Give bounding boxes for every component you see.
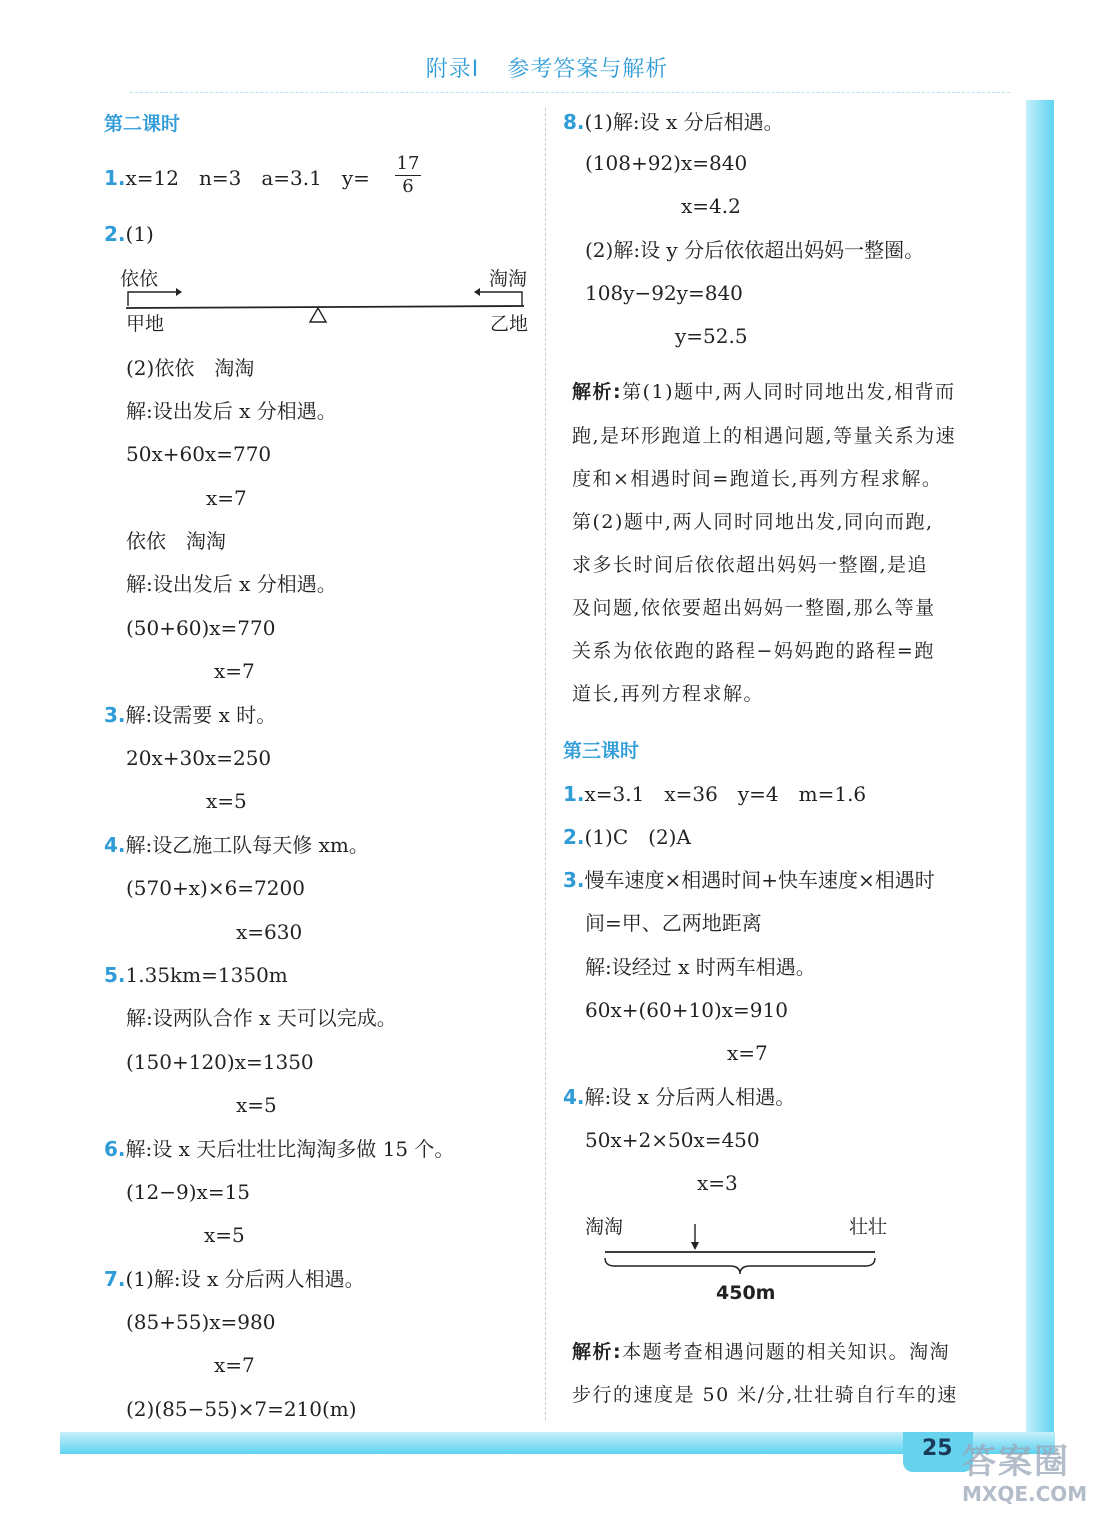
r3-q3-line3: 解:设经过 x 时两车相遇。 xyxy=(585,955,816,979)
section-title-lesson-2: 第二课时 xyxy=(104,113,181,135)
side-decor-band xyxy=(1026,100,1054,1440)
diagram-right-place: 乙地 xyxy=(490,313,529,335)
q6-line1 xyxy=(104,1137,454,1161)
q5-line2: 解:设两队合作 x 天可以完成。 xyxy=(126,1006,397,1030)
q4-diagram-distance: 450m xyxy=(716,1282,776,1304)
q3-number: 3. xyxy=(104,703,126,727)
q2-line4: 依依 淘淘 xyxy=(126,529,226,553)
q7-number: 7. xyxy=(104,1267,126,1291)
q4-line1 xyxy=(104,833,369,857)
column-divider xyxy=(545,108,546,1420)
q2-header xyxy=(104,222,154,246)
q7-line4: (2)(85−55)×7=210(m) xyxy=(126,1397,357,1421)
r-q8-text: (1)解:设 x 分后相遇。 xyxy=(584,110,784,134)
r3-q4-text: 解:设 x 分后两人相遇。 xyxy=(584,1085,796,1109)
q2-part1: (1) xyxy=(125,222,154,246)
q1-fraction xyxy=(395,154,421,197)
watermark-logo xyxy=(962,1442,1087,1506)
q2-line5: 解:设出发后 x 分相遇。 xyxy=(126,572,337,596)
q6-line3: x=5 xyxy=(204,1223,245,1247)
q7-line1 xyxy=(104,1267,365,1291)
header-title: 参考答案与解析 xyxy=(507,57,669,82)
analysis1-line7: 关系为依依跑的路程−妈妈跑的路程=跑 xyxy=(572,640,935,662)
q2-line6: (50+60)x=770 xyxy=(126,616,276,640)
q4-number: 4. xyxy=(104,833,126,857)
diagram-left-place: 甲地 xyxy=(126,313,165,335)
q2-part2: (2)依依 淘淘 xyxy=(126,356,255,380)
analysis2-label: 解析: xyxy=(572,1341,623,1363)
r-q8-line4: (2)解:设 y 分后依依超出妈妈一整圈。 xyxy=(585,238,925,262)
r3-q1-number: 1. xyxy=(563,782,585,806)
r3-q1 xyxy=(563,782,866,806)
r3-q4-number: 4. xyxy=(563,1085,585,1109)
r3-q2-number: 2. xyxy=(563,825,585,849)
q5-line4: x=5 xyxy=(236,1093,277,1117)
q5-line3: (150+120)x=1350 xyxy=(126,1050,314,1074)
r-q8-line2: (108+92)x=840 xyxy=(585,151,748,175)
analysis2-line2: 步行的速度是 50 米/分,壮壮骑自行车的速 xyxy=(572,1384,958,1406)
r3-q3-line2: 间=甲、乙两地距离 xyxy=(585,911,762,935)
r3-q3-number: 3. xyxy=(563,868,585,892)
q4-diagram-right-name: 壮壮 xyxy=(849,1216,888,1238)
q5-number: 5. xyxy=(104,963,126,987)
q4-line2: (570+x)×6=7200 xyxy=(126,876,305,900)
r3-q3-line5: x=7 xyxy=(727,1041,768,1065)
q4-segment-diagram xyxy=(595,1220,885,1282)
analysis1-label: 解析: xyxy=(572,381,623,403)
appendix-label: 附录Ⅰ xyxy=(425,57,480,82)
analysis1-line1 xyxy=(572,380,956,404)
q3-line3: x=5 xyxy=(206,789,247,813)
r3-q4-line2: 50x+2×50x=450 xyxy=(585,1128,760,1152)
q2-number: 2. xyxy=(104,222,126,246)
q3-line1 xyxy=(104,703,276,727)
r3-q1-text: x=3.1 x=36 y=4 m=1.6 xyxy=(584,782,867,806)
analysis2-text-0: 本题考查相遇问题的相关知识。淘淘 xyxy=(622,1341,951,1363)
watermark-big: 答案圈 xyxy=(962,1442,1070,1482)
r-q8-line5: 108y−92y=840 xyxy=(585,281,743,305)
analysis1-line8: 道长,再列方程求解。 xyxy=(572,683,765,705)
q4-line3: x=630 xyxy=(236,920,303,944)
r3-q4-line1 xyxy=(563,1085,795,1109)
q6-number: 6. xyxy=(104,1137,126,1161)
q4-text: 解:设乙施工队每天修 xm。 xyxy=(125,833,369,857)
r-q8-line6: y=52.5 xyxy=(675,324,748,348)
analysis1-line6: 及问题,依依要超出妈妈一整圈,那么等量 xyxy=(572,597,936,619)
r-q8-line3: x=4.2 xyxy=(681,194,741,218)
q2-line1: 解:设出发后 x 分相遇。 xyxy=(126,399,337,423)
section-title-lesson-3: 第三课时 xyxy=(563,740,640,762)
r3-q3-line4: 60x+(60+10)x=910 xyxy=(585,998,788,1022)
q4-diagram-left-name: 淘淘 xyxy=(585,1216,624,1238)
analysis2-line1 xyxy=(572,1340,950,1364)
q6-line2: (12−9)x=15 xyxy=(126,1180,251,1204)
page-header xyxy=(0,52,1094,83)
q2-line7: x=7 xyxy=(214,659,255,683)
analysis1-line3: 度和×相遇时间=跑道长,再列方程求解。 xyxy=(572,468,943,490)
page-number: 25 xyxy=(922,1436,953,1461)
analysis1-line2: 跑,是环形跑道上的相遇问题,等量关系为速 xyxy=(572,425,957,447)
diagram-left-name: 依依 xyxy=(120,268,159,290)
r3-q4-line3: x=3 xyxy=(697,1171,738,1195)
q1-answer xyxy=(104,166,370,190)
q5-line1 xyxy=(104,963,288,987)
r3-q3-line1 xyxy=(563,868,935,892)
q2-line3: x=7 xyxy=(206,486,247,510)
q7-line2: (85+55)x=980 xyxy=(126,1310,276,1334)
q6-text: 解:设 x 天后壮壮比淘淘多做 15 个。 xyxy=(125,1137,455,1161)
fraction-numerator: 17 xyxy=(396,153,420,174)
header-rule xyxy=(130,92,1010,93)
watermark-small: MXQE.COM xyxy=(962,1482,1088,1506)
q2-line-diagram xyxy=(110,284,540,324)
analysis1-text-0: 第(1)题中,两人同时同地出发,相背而 xyxy=(622,381,956,403)
fraction-denominator: 6 xyxy=(402,176,414,197)
q3-line2: 20x+30x=250 xyxy=(126,746,272,770)
r-q8-number: 8. xyxy=(563,110,585,134)
r-q8-line1 xyxy=(563,110,784,134)
analysis1-line4: 第(2)题中,两人同时同地出发,同向而跑, xyxy=(572,511,934,533)
q1-number: 1. xyxy=(104,166,126,190)
q1-text: x=12 n=3 a=3.1 y= xyxy=(125,166,370,190)
diagram-right-name: 淘淘 xyxy=(489,268,528,290)
q7-line3: x=7 xyxy=(214,1353,255,1377)
q2-line2: 50x+60x=770 xyxy=(126,442,272,466)
r3-q2 xyxy=(563,825,691,849)
r3-q2-text: (1)C (2)A xyxy=(584,825,691,849)
r3-q3-text: 慢车速度×相遇时间+快车速度×相遇时 xyxy=(584,868,935,892)
q7-text: (1)解:设 x 分后两人相遇。 xyxy=(125,1267,365,1291)
q3-text: 解:设需要 x 时。 xyxy=(125,703,277,727)
q5-text: 1.35km=1350m xyxy=(125,963,288,987)
analysis1-line5: 求多长时间后依依超出妈妈一整圈,是追 xyxy=(572,554,929,576)
